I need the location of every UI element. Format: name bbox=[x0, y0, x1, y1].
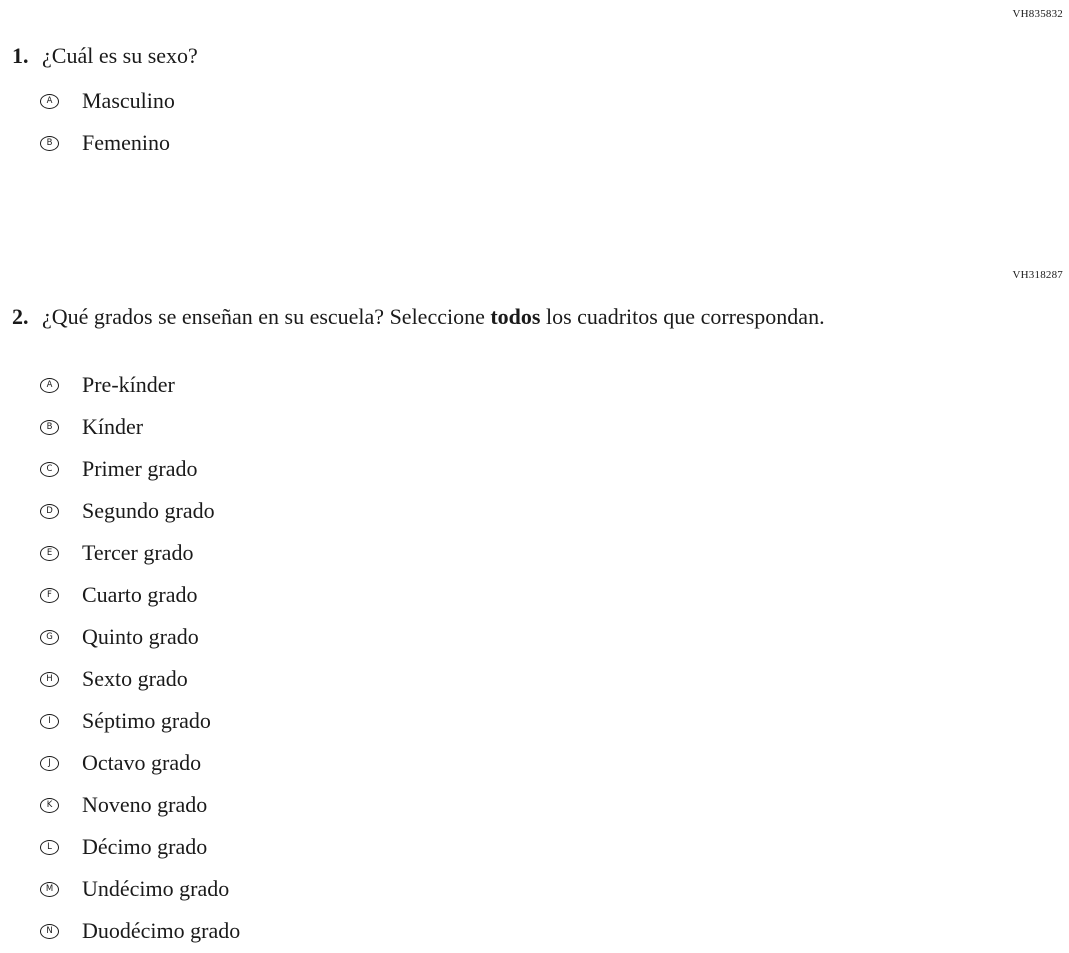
option-label: Segundo grado bbox=[82, 498, 215, 523]
option-h[interactable] bbox=[40, 658, 240, 700]
option-i[interactable] bbox=[40, 700, 240, 742]
option-l[interactable] bbox=[40, 826, 240, 868]
option-label: Noveno grado bbox=[82, 792, 208, 817]
question-text: ¿Qué grados se enseñan en su escuela? Seleccione todos los cuadritos que correspondan. bbox=[42, 304, 825, 329]
answer-bubble-icon[interactable]: L bbox=[40, 840, 59, 855]
option-a[interactable] bbox=[40, 364, 240, 406]
answer-bubble-icon[interactable]: A bbox=[40, 94, 59, 109]
option-label: Duodécimo grado bbox=[82, 918, 241, 943]
option-label: Pre-kínder bbox=[82, 372, 175, 397]
answer-bubble-icon[interactable]: C bbox=[40, 462, 59, 477]
options-list-q1 bbox=[40, 80, 175, 164]
answer-bubble-icon[interactable]: H bbox=[40, 672, 59, 687]
answer-bubble-icon[interactable]: I bbox=[40, 714, 59, 729]
option-label: Femenino bbox=[82, 130, 170, 155]
option-label: Sexto grado bbox=[82, 666, 188, 691]
option-f[interactable] bbox=[40, 574, 240, 616]
option-d[interactable] bbox=[40, 490, 240, 532]
answer-bubble-icon[interactable]: E bbox=[40, 546, 59, 561]
option-j[interactable] bbox=[40, 742, 240, 784]
question-1 bbox=[12, 43, 906, 69]
question-number: 2. bbox=[12, 304, 29, 329]
option-b[interactable] bbox=[40, 406, 240, 448]
option-label: Cuarto grado bbox=[82, 582, 198, 607]
option-label: Décimo grado bbox=[82, 834, 208, 859]
option-label: Tercer grado bbox=[82, 540, 194, 565]
answer-bubble-icon[interactable]: F bbox=[40, 588, 59, 603]
option-a[interactable] bbox=[40, 80, 175, 122]
answer-bubble-icon[interactable]: G bbox=[40, 630, 59, 645]
option-n[interactable] bbox=[40, 910, 240, 952]
question-text: ¿Cuál es su sexo? bbox=[42, 43, 198, 68]
option-g[interactable] bbox=[40, 616, 240, 658]
option-m[interactable] bbox=[40, 868, 240, 910]
option-label: Séptimo grado bbox=[82, 708, 211, 733]
answer-bubble-icon[interactable]: J bbox=[40, 756, 59, 771]
answer-bubble-icon[interactable]: B bbox=[40, 420, 59, 435]
answer-bubble-icon[interactable]: M bbox=[40, 882, 59, 897]
item-id-q2: VH318287 bbox=[1012, 269, 1063, 281]
answer-bubble-icon[interactable]: A bbox=[40, 378, 59, 393]
answer-bubble-icon[interactable]: B bbox=[40, 136, 59, 151]
question-2 bbox=[12, 304, 906, 330]
option-label: Primer grado bbox=[82, 456, 198, 481]
option-k[interactable] bbox=[40, 784, 240, 826]
question-number: 1. bbox=[12, 43, 29, 68]
item-id-q1: VH835832 bbox=[1012, 8, 1063, 20]
option-e[interactable] bbox=[40, 532, 240, 574]
option-label: Quinto grado bbox=[82, 624, 199, 649]
option-c[interactable] bbox=[40, 448, 240, 490]
option-label: Masculino bbox=[82, 88, 175, 113]
answer-bubble-icon[interactable]: K bbox=[40, 798, 59, 813]
answer-bubble-icon[interactable]: D bbox=[40, 504, 59, 519]
option-label: Octavo grado bbox=[82, 750, 202, 775]
options-list-q2 bbox=[40, 364, 240, 952]
option-label: Undécimo grado bbox=[82, 876, 230, 901]
option-label: Kínder bbox=[82, 414, 144, 439]
answer-bubble-icon[interactable]: N bbox=[40, 924, 59, 939]
option-b[interactable] bbox=[40, 122, 175, 164]
